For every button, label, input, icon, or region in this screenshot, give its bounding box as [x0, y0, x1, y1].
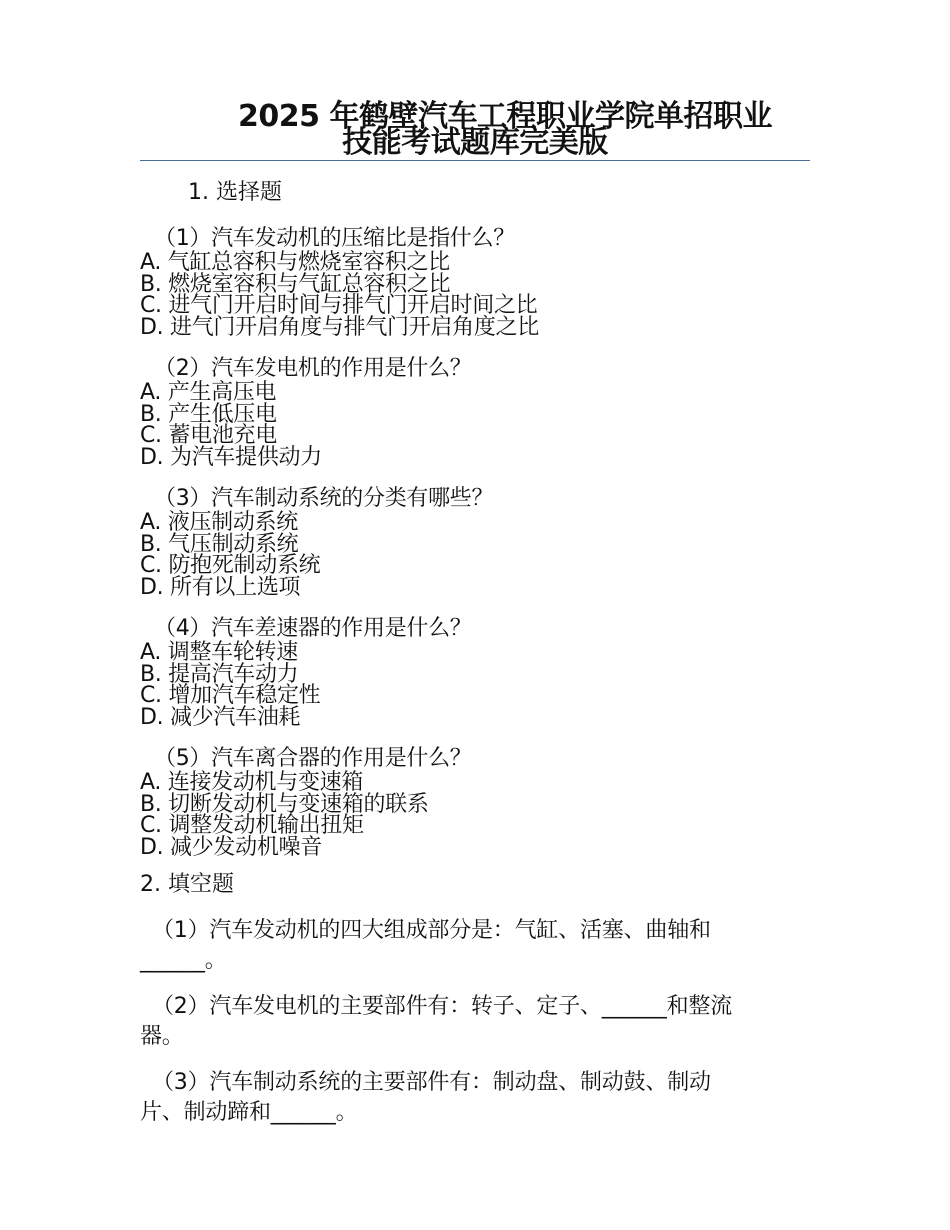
option-d: D. 减少汽车油耗	[140, 704, 301, 730]
option-d: D. 进气门开启角度与排气门开启角度之比	[140, 314, 539, 340]
option-a: A. 产生高压电	[140, 380, 277, 405]
option-d: D. 所有以上选项	[140, 574, 301, 600]
question-text: （4）汽车差速器的作用是什么？	[154, 616, 472, 641]
option-d: D. 减少发动机噪音	[140, 834, 322, 860]
question-4	[140, 616, 820, 728]
question-5	[140, 746, 820, 858]
fill-item-line: 器。	[140, 1024, 184, 1049]
option-b: B. 切断发动机与变速箱的联系	[140, 791, 429, 817]
option-b: B. 气压制动系统	[140, 531, 299, 557]
question-1	[140, 226, 820, 338]
fill-item-line: （3）汽车制动系统的主要部件有：制动盘、制动鼓、制动	[152, 1070, 711, 1095]
fill-item-line: （1）汽车发动机的四大组成部分是：气缸、活塞、曲轴和	[152, 918, 711, 943]
fill-item-1	[140, 916, 820, 976]
question-2	[140, 356, 820, 468]
fill-item-text	[140, 1068, 820, 1128]
question-text: （1）汽车发动机的压缩比是指什么？	[154, 226, 515, 251]
question-text: （5）汽车离合器的作用是什么？	[154, 746, 472, 771]
question-text: （3）汽车制动系统的分类有哪些？	[154, 486, 494, 511]
option-d: D. 为汽车提供动力	[140, 444, 322, 470]
option-a: A. 调整车轮转速	[140, 640, 298, 665]
fill-item-line: 片、制动蹄和______。	[140, 1100, 358, 1125]
option-b: B. 提高汽车动力	[140, 661, 299, 687]
option-b: B. 产生低压电	[140, 401, 277, 427]
fill-item-text	[140, 992, 820, 1052]
fill-item-3	[140, 1068, 820, 1128]
option-c: C. 增加汽车稳定性	[140, 683, 321, 708]
question-3	[140, 486, 820, 598]
title-divider	[140, 160, 810, 161]
title-line-2: 技能考试题库完美版	[342, 125, 608, 160]
option-c: C. 防抱死制动系统	[140, 553, 321, 578]
section-heading-choice: 1. 选择题	[188, 180, 282, 205]
fill-item-2	[140, 992, 820, 1052]
option-a: A. 连接发动机与变速箱	[140, 770, 364, 795]
option-b: B. 燃烧室容积与气缸总容积之比	[140, 271, 451, 297]
option-c: C. 蓄电池充电	[140, 423, 277, 448]
section-heading-fill-in: 2. 填空题	[140, 872, 234, 897]
question-text: （2）汽车发电机的作用是什么？	[154, 356, 472, 381]
option-a: A. 液压制动系统	[140, 510, 298, 535]
title-line-1: 2025 年鹤壁汽车工程职业学院单招职业	[238, 99, 772, 134]
fill-item-line: （2）汽车发电机的主要部件有：转子、定子、______和整流	[152, 994, 732, 1019]
document-title	[140, 99, 810, 160]
option-a: A. 气缸总容积与燃烧室容积之比	[140, 250, 450, 275]
option-c: C. 调整发动机输出扭矩	[140, 813, 364, 838]
option-c: C. 进气门开启时间与排气门开启时间之比	[140, 293, 538, 318]
document-body	[140, 178, 820, 1128]
fill-item-line: ______。	[140, 948, 227, 973]
fill-item-text	[140, 916, 820, 976]
